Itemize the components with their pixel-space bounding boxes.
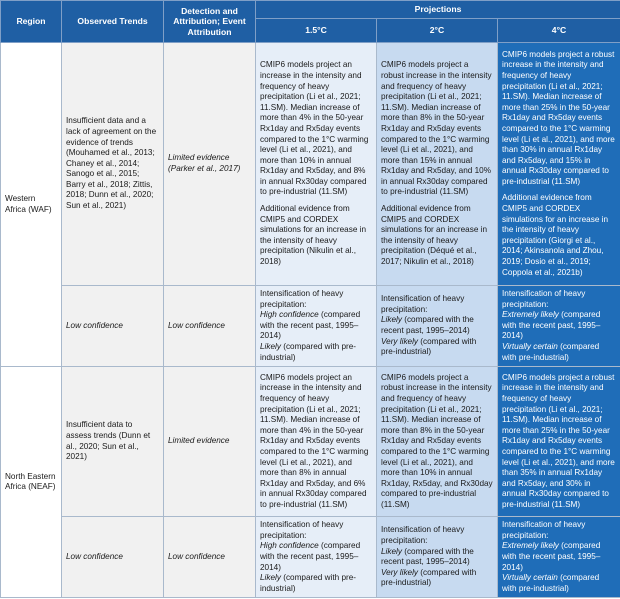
assessment-text: (compared with pre-industrial) [381,336,477,357]
confidence-term: High confidence [260,541,319,551]
projection-2c-cell [377,367,498,517]
assessment-text: (compared with pre-industrial) [502,573,600,593]
assessment-intro: Intensification of heavy precipitation: [381,294,465,314]
header-region: Region [1,1,62,43]
confidence-text: Low confidence [66,551,123,561]
table-row [1,517,620,598]
confidence-term: Extremely likely [502,541,559,551]
header-4c: 4°C [498,19,620,43]
assessment-intro: Intensification of heavy precipitation: [260,289,344,309]
confidence-term: Likely [381,315,402,325]
assessment-intro: Intensification of heavy precipitation: [260,520,344,540]
assessment-text: (compared with pre-industrial) [260,573,357,593]
assessment-intro: Intensification of heavy precipitation: [502,289,586,309]
detection-cell [164,517,256,598]
assessment-4c-cell [498,286,620,367]
header-1-5c: 1.5°C [256,19,377,43]
projection-1-5c-cell [256,43,377,286]
region-cell-neaf: North Eastern Africa (NEAF) [1,367,62,598]
assessment-1-5c-cell [256,517,377,598]
assessment-text: (compared with pre-industrial) [381,567,477,588]
observed-trends-cell [62,517,164,598]
projection-text: CMIP6 models project an increase in the intensity and frequency of heavy precipitation (Li et al., 2021; 11.SM). Median increase of more than 4% in the 50-year Rx1day and Rx5day events compared to the 1°C warming level (Li et al., 2021), and more than 10% in annual Rx1day and Rx5day, and 8% in annual Rx30day compared to pre-industrial (11.SM) [260,60,369,197]
confidence-term: Likely [381,546,402,556]
projection-1-5c-cell [256,367,377,517]
detection-cell [164,43,256,286]
header-observed-trends: Observed Trends [62,1,164,43]
table-row [1,286,620,367]
header-detection-attribution: Detection and Attribution; Event Attribution [164,1,256,43]
observed-trends-cell: Insufficient data and a lack of agreement on the evidence of trends (Mouhamed et al., 2013; Chaney et al., 2014; Sanogo et al., 2015; Barry et al., 2018; Zittis, 2018; Dunn et al., 2020; Sun et al., 2021) [62,43,164,286]
confidence-text: Low confidence [66,320,123,330]
projection-text: Additional evidence from CMIP5 and CORDEX simulations for an increase in the intensity of heavy precipitation (Giorgi et al., 2014; Akinsanola and Zhou, 2019; Dosio et al., 2019; Coppola et al., 2021b) [502,193,609,277]
projection-4c-cell [498,367,620,517]
confidence-term: Very likely [381,567,419,577]
assessment-text: (compared with the recent past, 1995–2014) [260,310,361,341]
confidence-term: High confidence [260,310,319,320]
detection-text: Limited evidence [168,436,230,446]
assessment-text: (compared with pre-industrial) [260,341,357,362]
projection-text: CMIP6 models project a robust increase in the intensity and frequency of heavy precipitation (Li et al., 2021; 11.SM). Median increase of more than 8% in the 50-year Rx1day and Rx5day events compared to the 1°C warming level (Li et al., 2021), and more than 15% in annual Rx1day and Rx5day, and 10% in annual Rx30day compared to pre-industrial (11.SM) [381,60,492,197]
confidence-term: Virtually certain [502,341,558,351]
projection-4c-cell [498,43,620,286]
detection-cell [164,367,256,517]
projection-2c-cell [377,43,498,286]
observed-trends-cell [62,286,164,367]
assessment-intro: Intensification of heavy precipitation: [502,520,586,540]
header-2c: 2°C [377,19,498,43]
assessment-text: (compared with the recent past, 1995–2014) [502,541,601,572]
projection-text: CMIP6 models project a robust increase in the intensity and frequency of heavy precipitation (Li et al., 2021; 11.SM). Median increase of more than 8% in the 50-year Rx1day and Rx5day events compared to the 1°C warming level (Li et al., 2021), and more than 10% in annual Rx1day, Rx5day, and Rx30day compared to pre-industrial (11.SM) [381,372,493,509]
region-cell-waf: Western Africa (WAF) [1,43,62,367]
detection-text: Limited evidence (Parker et al., 2017) [168,153,241,173]
confidence-text: Low confidence [168,551,225,561]
observed-trends-cell: Insufficient data to assess trends (Dunn et al., 2020; Sun et al., 2021) [62,367,164,517]
confidence-term: Extremely likely [502,310,559,320]
assessment-text: (compared with pre-industrial) [502,341,600,362]
projection-text: CMIP6 models project a robust increase in the intensity and frequency of heavy precipitation (Li et al., 2021; 11.SM). Median increase of more than 25% in the 50-year Rx1day and Rx5day events compared to the 1°C warming level (Li et al., 2021), and more than 30% in annual Rx1day and Rx5day, and 15% in annual Rx30day compared to pre-industrial (11.SM) [502,49,615,186]
projection-text: Additional evidence from CMIP5 and CORDEX simulations for an increase in the intensity of heavy precipitation (Nikulin et al., 2018) [260,204,367,267]
assessment-intro: Intensification of heavy precipitation: [381,525,465,546]
assessment-1-5c-cell [256,286,377,367]
projection-text: CMIP6 models project an increase in the intensity and frequency of heavy precipitation (Li et al., 2021; 11.SM). Median increase of more than 4% in the 50-year Rx1day and Rx5day events compared to the 1°C warming level (Li et al., 2021), and more than 8% in annual Rx1day and Rx5day, and 6% in annual Rx30day compared to pre-industrial (11.SM) [260,372,369,509]
confidence-text: Low confidence [168,320,225,330]
detection-cell [164,286,256,367]
confidence-term: Likely [260,573,281,583]
projection-text: CMIP6 models project a robust increase in the intensity and frequency of heavy precipitation (Li et al., 2021; 11.SM). Median increase of more than 25% in the 50-year Rx1day and Rx5day events compared to the 1°C warming level (Li et al., 2021), and more than 35% in annual Rx1day and Rx5day, and 30% in annual Rx30day compared to pre-industrial (11.SM) [502,372,615,509]
header-projections: Projections [256,1,620,19]
confidence-term: Very likely [381,336,419,346]
assessment-text: (compared with the recent past, 1995–2014) [381,546,474,567]
confidence-term: Virtually certain [502,573,558,583]
assessment-text: (compared with the recent past, 1995–2014) [260,541,361,572]
assessment-text: (compared with the recent past, 1995–2014) [381,315,474,336]
assessment-2c-cell [377,517,498,598]
assessment-text: (compared with the recent past, 1995–2014) [502,310,601,341]
table-row [1,367,620,517]
confidence-term: Likely [260,341,281,351]
table-row [1,43,620,286]
assessment-2c-cell [377,286,498,367]
projection-text: Additional evidence from CMIP5 and CORDEX simulations for an increase in the intensity of heavy precipitation (Déqué et al., 2017; Nikulin et al., 2018) [381,204,488,267]
assessment-4c-cell [498,517,620,598]
